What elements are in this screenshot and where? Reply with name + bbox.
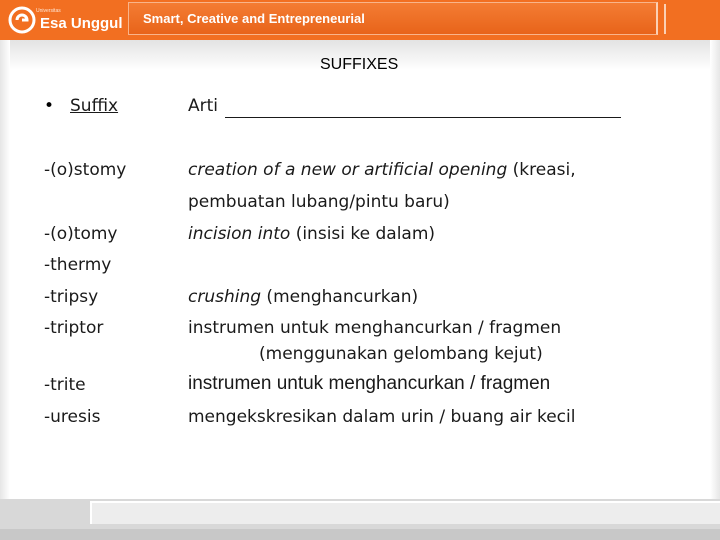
logo-mark-icon [8,6,36,34]
suffix-ostomy: -(o)stomy [44,160,127,180]
logo-text: Esa Unggul [40,14,123,32]
suffix-tripsy: -tripsy [44,287,99,307]
university-logo [8,4,124,36]
meaning-otomy-indonesian: (insisi ke dalam) [290,224,436,244]
logo-small-text: Universitas [36,7,61,14]
meaning-ostomy-line2: pembuatan lubang/pintu baru) [188,192,450,212]
header-underline [225,117,621,118]
column-header-arti: Arti [188,96,219,116]
meaning-ostomy-indonesian: (kreasi, [507,160,576,180]
suffix-thermy: -thermy [44,255,112,275]
meaning-tripsy-english: crushing [188,287,262,307]
meaning-uresis: mengekskresikan dalam urin / buang air kecil [188,407,576,427]
meaning-triptor-line2: (menggunakan gelombang kejut) [259,344,543,364]
suffix-otomy: -(o)tomy [44,224,118,244]
header-right-panel [664,0,720,40]
left-edge-shade [0,40,10,510]
suffix-trite: -trite [44,375,86,395]
tagline-box [128,2,658,35]
footer-bottom-strip [0,529,720,540]
meaning-ostomy [188,160,576,180]
meaning-tripsy [188,287,418,307]
meaning-tripsy-indonesian: (menghancurkan) [261,287,419,307]
column-header-suffix: Suffix [70,96,119,116]
meaning-otomy [188,224,435,244]
suffix-uresis: -uresis [44,407,101,427]
bullet-icon: • [44,96,55,116]
footer-inner-panel [90,501,720,524]
right-edge-shade [710,40,720,510]
meaning-trite: instrumen untuk menghancurkan / fragmen [188,373,551,394]
meaning-ostomy-english: creation of a new or artificial opening [188,160,508,180]
tagline: Smart, Creative and Entrepreneurial [143,11,365,26]
slide-title: SUFFIXES [320,56,399,73]
meaning-otomy-english: incision into [188,224,291,244]
suffix-triptor: -triptor [44,318,104,338]
meaning-triptor: instrumen untuk menghancurkan / fragmen [188,318,562,338]
